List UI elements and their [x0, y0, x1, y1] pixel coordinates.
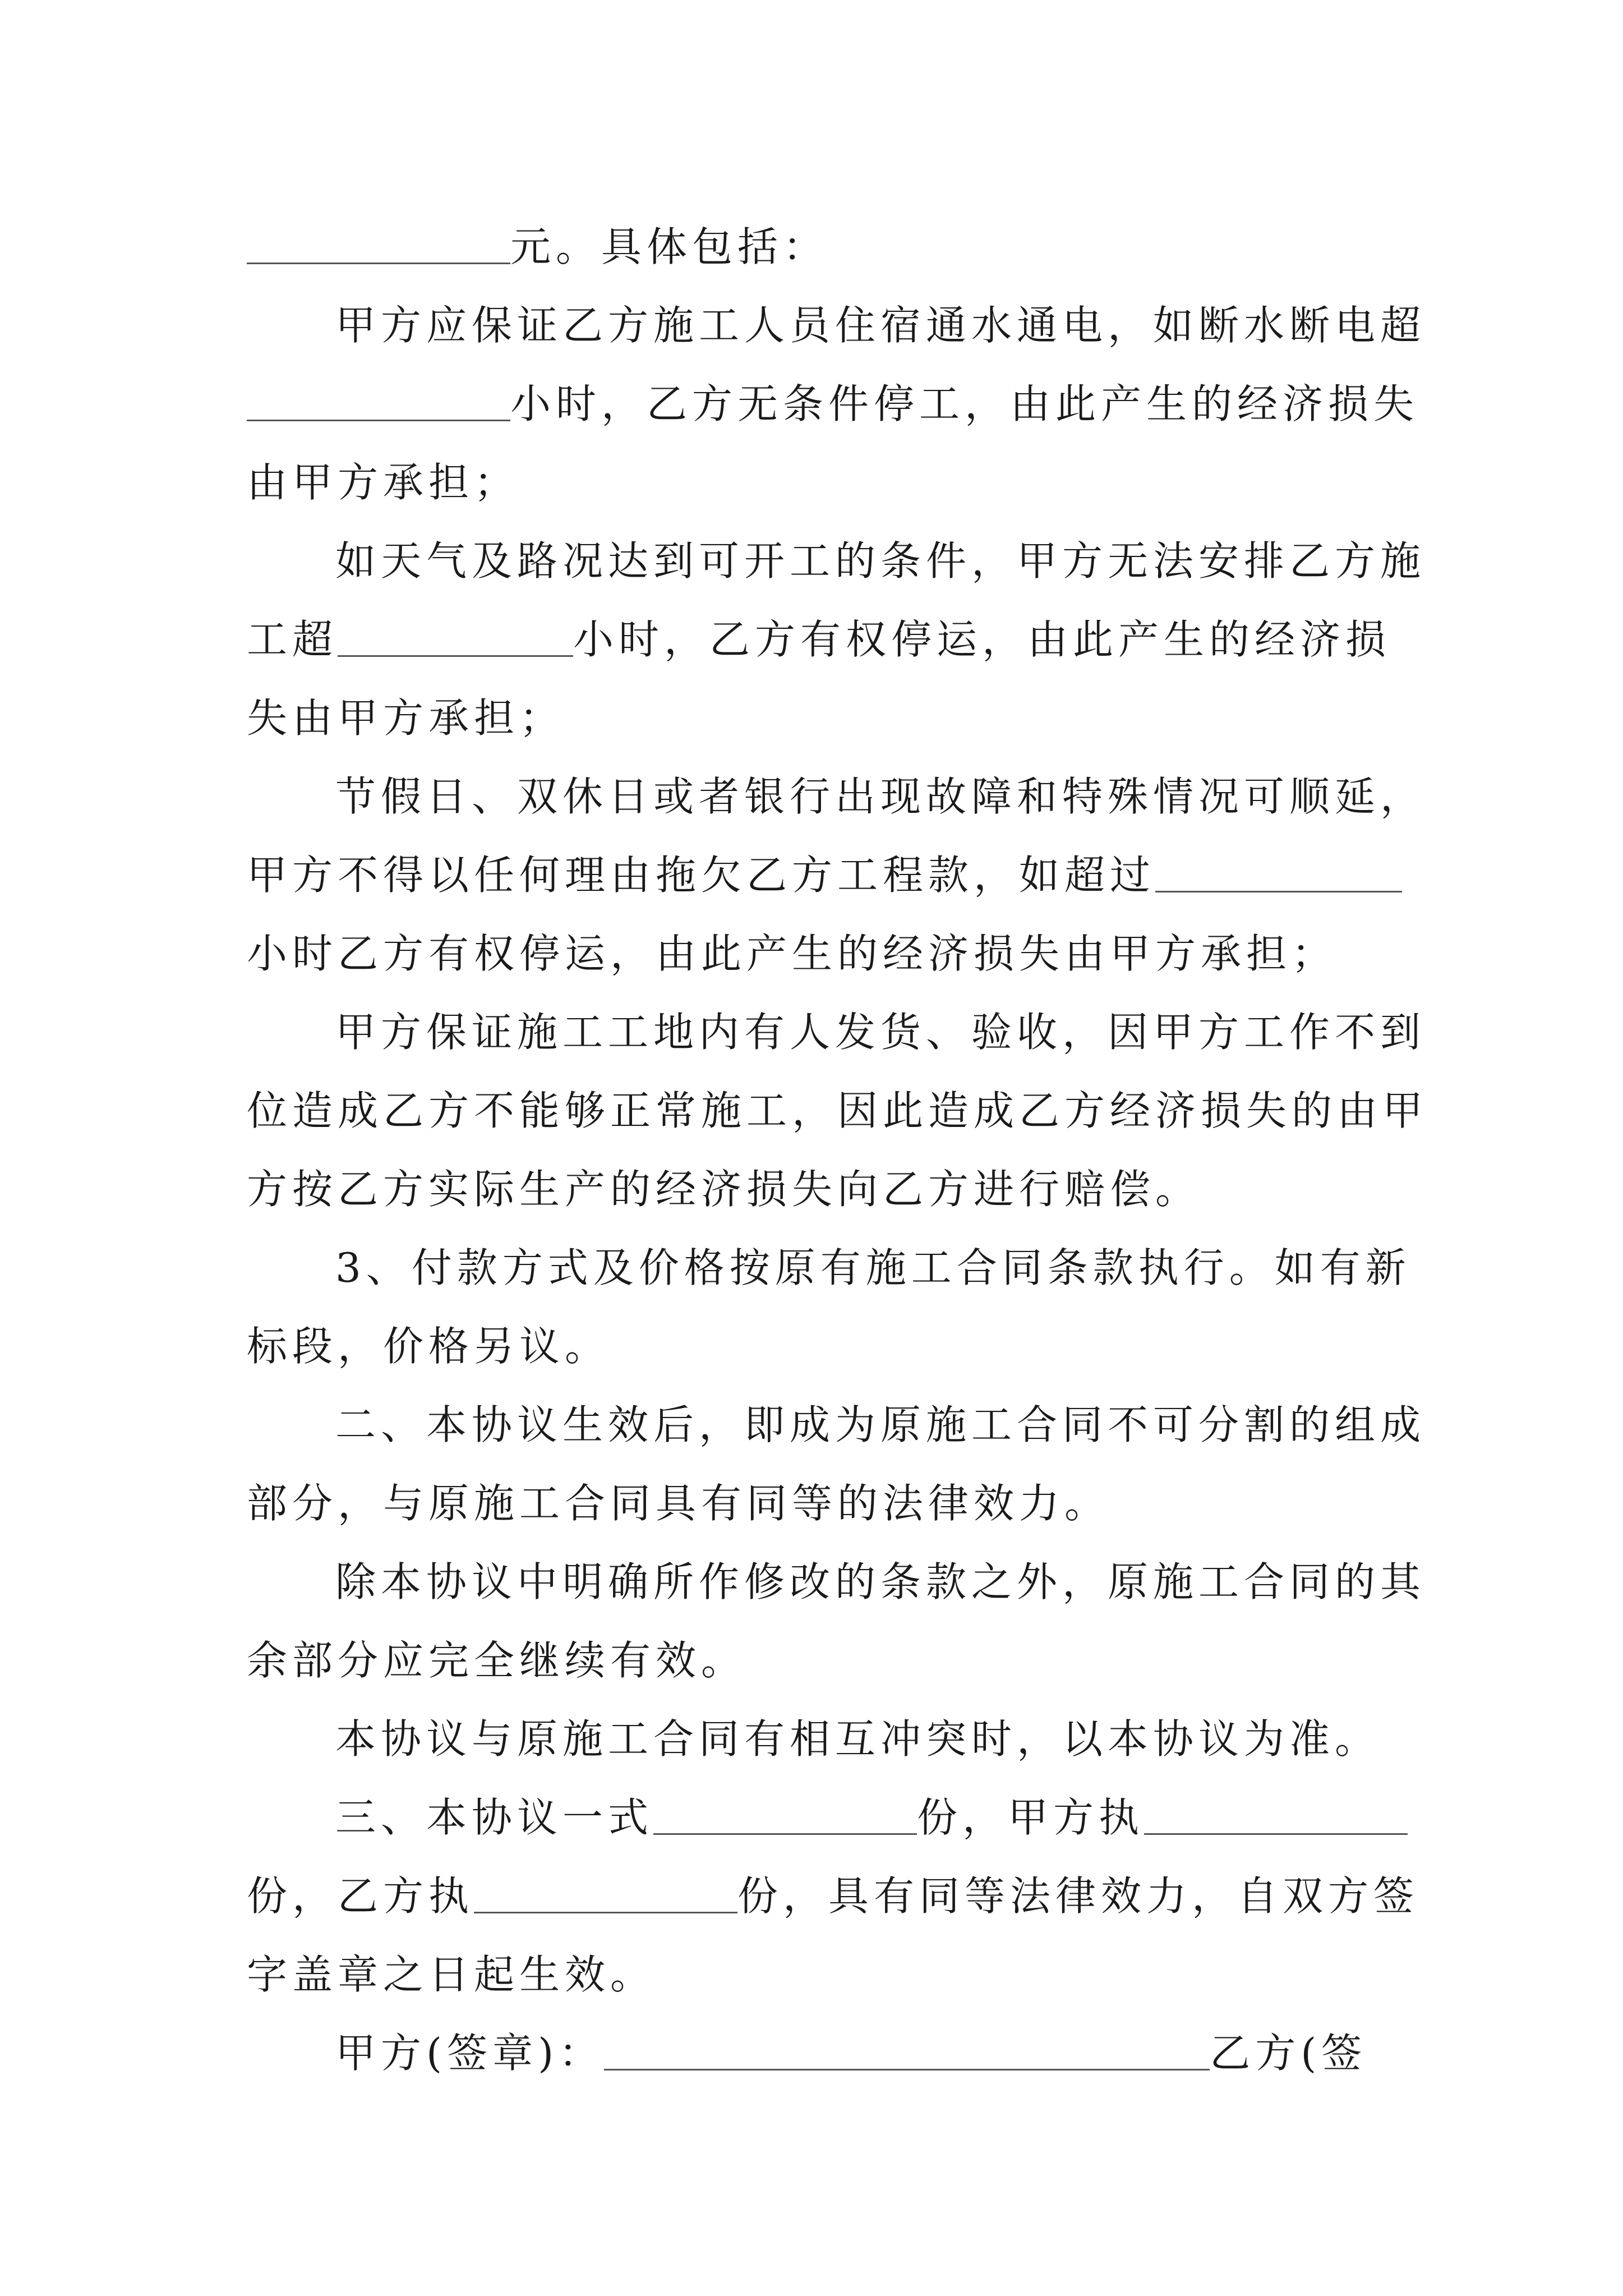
text-segment: 份，乙方执 — [247, 1872, 474, 1920]
text-segment: 甲方应保证乙方施工人员住宿通水通电，如断水断电超 — [335, 302, 1426, 349]
paragraph-line — [247, 362, 1419, 446]
fill-in-blank[interactable] — [1144, 1792, 1408, 1835]
text-segment: 字盖章之日起生效。 — [247, 1951, 656, 1998]
paragraph-line — [247, 1854, 1419, 1938]
text-segment: 位造成乙方不能够正常施工，因此造成乙方经济损失的由甲 — [247, 1087, 1428, 1134]
paragraph-line — [335, 1775, 1408, 1860]
text-segment: 节假日、双休日或者银行出现故障和特殊情况可顺延， — [335, 773, 1426, 820]
text-segment: 三、本协议一式 — [335, 1794, 654, 1841]
text-segment: 甲方不得以任何理由拖欠乙方工程款，如超过 — [247, 852, 1156, 899]
text-segment: 3、付款方式及价格按原有施工合同条款执行。如有新 — [335, 1244, 1411, 1291]
text-segment: 小时乙方有权停运，由此产生的经济损失由甲方承担； — [247, 930, 1338, 977]
text-segment: 份，具有同等法律效力，自双方签 — [737, 1872, 1419, 1920]
paragraph-line — [247, 1069, 1428, 1153]
paragraph-line — [247, 1461, 1110, 1545]
fill-in-blank[interactable] — [653, 1792, 917, 1835]
text-segment: 失由甲方承担； — [247, 694, 565, 742]
paragraph-line — [247, 1932, 656, 2017]
paragraph-line — [247, 912, 1337, 996]
paragraph-line — [247, 440, 519, 524]
text-segment: 除本协议中明确所作修改的条款之外，原施工合同的其 — [335, 1558, 1426, 1605]
text-segment: 份，甲方执 — [917, 1794, 1145, 1841]
paragraph-line — [247, 597, 1391, 682]
paragraph-line — [247, 1147, 1201, 1231]
party-b-signature-label: 乙方(签 — [1210, 2030, 1367, 2077]
paragraph-line — [247, 205, 828, 289]
text-segment: 元。具体包括： — [510, 223, 829, 270]
fill-in-blank[interactable] — [1155, 849, 1402, 892]
paragraph-line — [335, 1697, 1380, 1781]
paragraph-line — [335, 519, 1426, 603]
paragraph-line — [335, 990, 1426, 1074]
signature-line — [335, 2011, 1367, 2095]
paragraph-line — [335, 1540, 1426, 1624]
fill-in-blank[interactable] — [338, 614, 573, 657]
fill-in-blank[interactable] — [247, 221, 510, 264]
paragraph-line — [247, 1304, 610, 1388]
text-segment: 如天气及路况达到可开工的条件，甲方无法安排乙方施 — [335, 537, 1426, 585]
paragraph-line — [335, 754, 1426, 839]
text-segment: 二、本协议生效后，即成为原施工合同不可分割的组成 — [335, 1401, 1426, 1448]
fill-in-blank[interactable] — [474, 1870, 737, 1913]
text-segment: 本协议与原施工合同有相互冲突时，以本协议为准。 — [335, 1715, 1381, 1763]
text-segment: 标段，价格另议。 — [247, 1323, 611, 1370]
party-a-signature-label: 甲方(签章)： — [335, 2030, 605, 2077]
paragraph-line — [335, 1383, 1426, 1467]
paragraph-line — [247, 1618, 746, 1703]
paragraph-line — [335, 283, 1426, 367]
text-segment: 工超 — [247, 616, 338, 663]
text-segment: 部分，与原施工合同具有同等的法律效力。 — [247, 1480, 1110, 1527]
paragraph-line — [335, 1226, 1411, 1310]
fill-in-blank[interactable] — [247, 378, 510, 421]
text-segment: 小时，乙方无条件停工，由此产生的经济损失 — [510, 380, 1419, 427]
text-segment: 由甲方承担； — [247, 459, 520, 506]
text-segment: 方按乙方实际生产的经济损失向乙方进行赔偿。 — [247, 1166, 1201, 1213]
text-segment: 甲方保证施工工地内有人发货、验收，因甲方工作不到 — [335, 1009, 1426, 1056]
party-a-signature-blank[interactable] — [604, 2027, 1210, 2070]
text-segment: 余部分应完全继续有效。 — [247, 1637, 747, 1684]
paragraph-line — [247, 676, 565, 760]
text-segment: 小时，乙方有权停运，由此产生的经济损 — [573, 616, 1391, 663]
paragraph-line — [247, 833, 1402, 917]
